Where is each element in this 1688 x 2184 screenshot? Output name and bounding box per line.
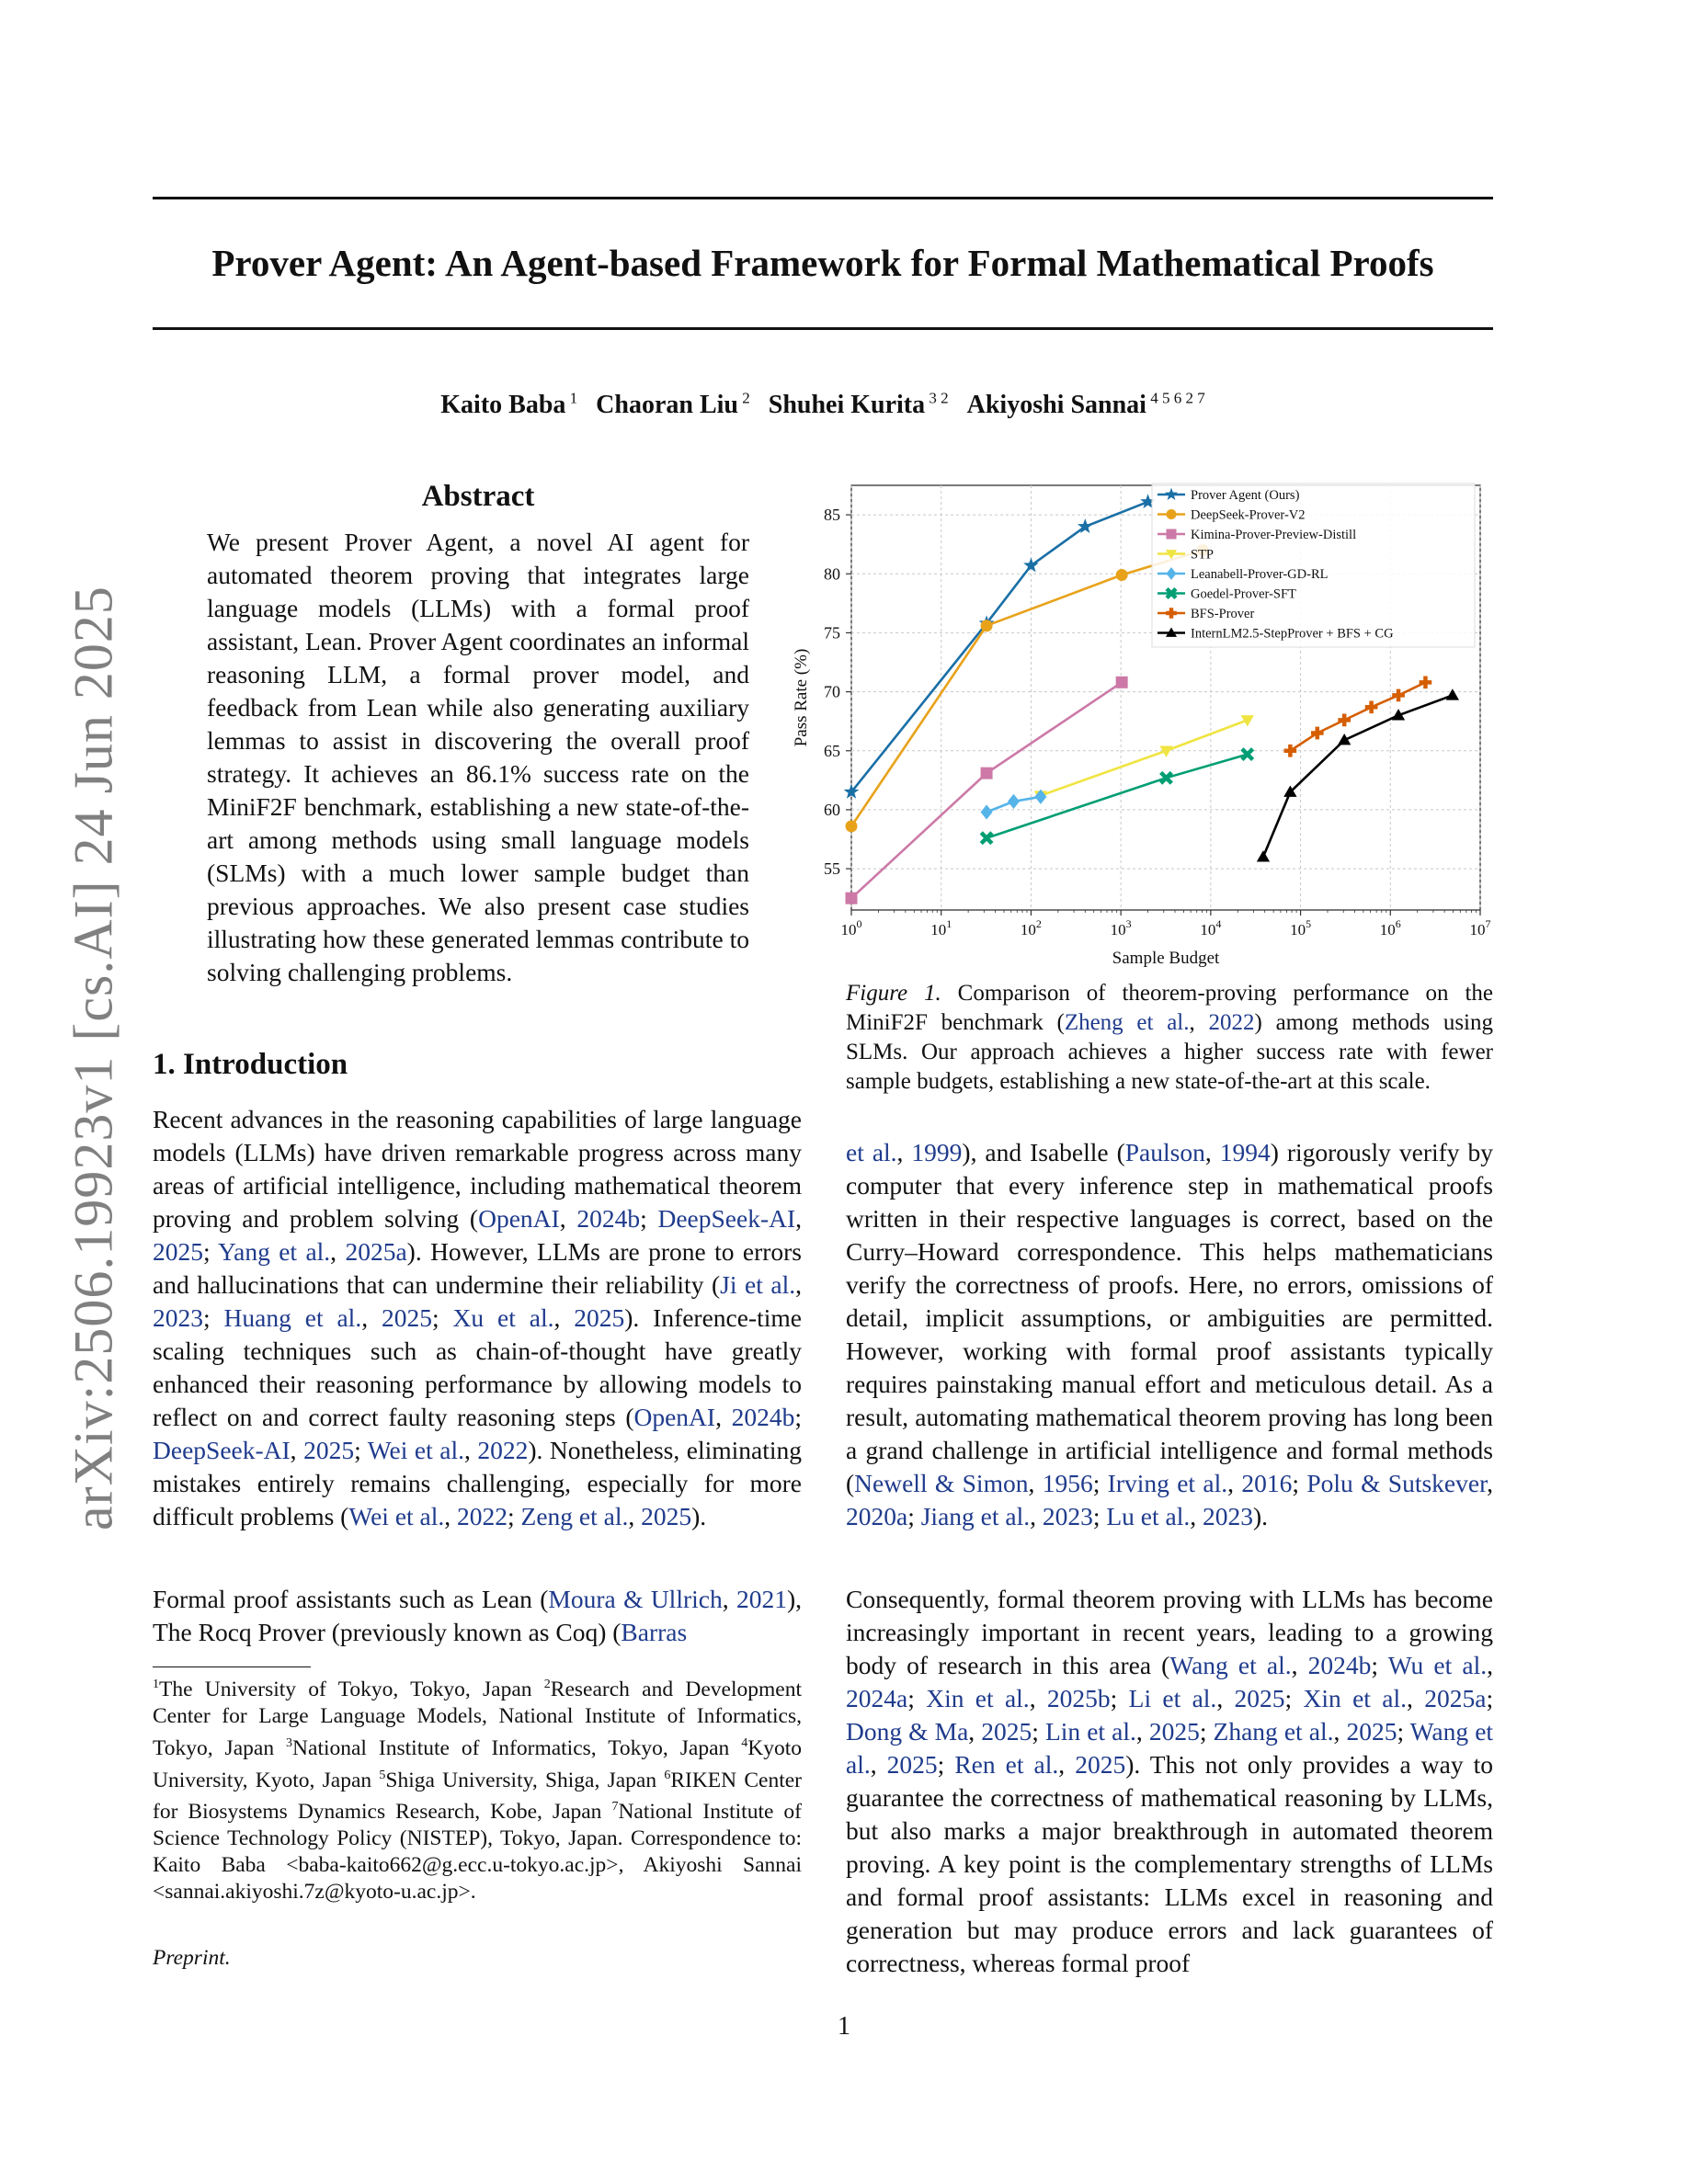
data-point (1116, 677, 1128, 688)
citation-link[interactable]: 1956 (1042, 1469, 1093, 1497)
affiliation-marker: 4 (741, 1735, 748, 1750)
citation-link[interactable]: Wei et al. (348, 1502, 445, 1530)
x-tick-base: 10 (930, 921, 947, 938)
legend-entry: Prover Agent (Ours) (1191, 488, 1300, 503)
legend-entry: InternLM2.5-StepProver + BFS + CG (1191, 626, 1394, 642)
intro-paragraph-2: Formal proof assistants such as Lean (Moura & Ullrich, 2021), The Rocq Prover (previously known as Coq) (Barras (153, 1585, 803, 1646)
citation-link[interactable]: 2023 (1042, 1502, 1093, 1530)
citation-link[interactable]: 2025 (1075, 1750, 1126, 1779)
y-tick-label: 75 (824, 623, 840, 643)
y-axis-label: Pass Rate (%) (792, 648, 811, 747)
figure-1-chart (786, 478, 1503, 974)
citation-link[interactable]: Ren et al. (954, 1750, 1059, 1779)
data-point (846, 820, 858, 832)
title-top-rule (153, 197, 1493, 199)
citation-link[interactable]: 1999 (911, 1138, 963, 1166)
citation-link[interactable]: Irving et al. (1107, 1469, 1228, 1497)
x-tick-exponent: 5 (1306, 917, 1312, 930)
x-tick-label (1290, 917, 1311, 938)
affiliation-marker: 2 (543, 1678, 551, 1691)
citation-link[interactable]: Wang et al. (846, 1717, 1494, 1779)
legend-entry: Kimina-Prover-Preview-Distill (1191, 528, 1357, 542)
affiliation-marker: 1 (153, 1678, 159, 1691)
author-affiliation: 3 2 (925, 390, 949, 407)
citation-link[interactable]: Zhang et al. (1213, 1717, 1334, 1746)
affiliation-marker: 6 (664, 1768, 671, 1782)
citation-link[interactable]: OpenAI (478, 1204, 560, 1233)
intro-paragraph-1: Recent advances in the reasoning capabilities of large language models (LLMs) have driven remarkable progress across many areas of artificial intelligence, including mathematical theorem proving and problem solving (OpenAI, 2024b; DeepSeek-AI, 2025; Yang et al., 2025a). However, LLMs are prone to errors and hallucinations that can undermine their reliability (Ji et al., 2023; Huang et al., 2025; Xu et al., 2025). Inference-time scaling techniques such as chain-of-thought have greatly enhanced their reasoning performance by allowing models to reflect on and correct faulty reasoning steps (OpenAI, 2024b; DeepSeek-AI, 2025; Wei et al., 2022). Nonetheless, eliminating mistakes entirely remains challenging, especially for more difficult problems (Wei et al., 2022; Zeng et al., 2025). (153, 1105, 803, 1530)
citation-link[interactable]: DeepSeek-AI (657, 1204, 796, 1233)
citation-link[interactable]: et al. (846, 1138, 897, 1166)
citation-link[interactable]: Xin et al. (926, 1684, 1030, 1712)
intro-paragraph-3: et al., 1999), and Isabelle (Paulson, 1994) rigorously verify by computer that every inference step in mathematical proofs written in their respective languages is correct, based on the Curry–Howard correspondence. This helps mathematicians verify the correctness of proofs. Here, no errors, omissions of detail, implicit assumptions, or ambiguities are permitted. However, working with formal proof assistants typically requires painstaking manual effort and meticulous detail. As a result, automating mathematical theorem proving has long been a grand challenge in artificial intelligence and formal methods (Newell & Simon, 1956; Irving et al., 2016; Polu & Sutskever, 2020a; Jiang et al., 2023; Lu et al., 2023). (846, 1138, 1494, 1530)
citation-link[interactable]: 2025b (1046, 1684, 1111, 1712)
author-name: Kaito Baba (440, 391, 566, 420)
citation-link[interactable]: Newell & Simon (854, 1469, 1029, 1497)
affiliation-marker: 3 (286, 1735, 293, 1750)
author (440, 391, 577, 419)
page-number: 1 (838, 2012, 850, 2041)
citation-link[interactable]: 2025 (886, 1750, 938, 1779)
x-tick-base: 10 (1020, 921, 1036, 938)
x-tick-base: 10 (840, 921, 857, 938)
affiliation-marker: 5 (379, 1768, 386, 1782)
x-tick-exponent: 6 (1395, 917, 1401, 930)
figure-caption-text: Comparison of theorem-proving performance on the MiniF2F benchmark (Zheng et al., 2022) among methods using SLMs. Our approach achieves a higher success rate with fewer sample budgets, establishing a new state-of-the-art at this scale. (846, 981, 1494, 1094)
citation-link[interactable]: 2022 (457, 1502, 508, 1530)
pass-rate-chart (786, 478, 1503, 974)
data-point (1116, 569, 1128, 581)
figure-1-caption (846, 979, 1493, 1097)
citation-link[interactable]: 2020a (846, 1502, 908, 1530)
x-tick-exponent: 1 (946, 917, 952, 930)
y-tick-label: 55 (824, 859, 840, 879)
citation-link[interactable]: Lin et al. (1044, 1717, 1136, 1746)
citation-link[interactable]: OpenAI (633, 1403, 716, 1431)
citation-link[interactable]: Yang et al. (218, 1237, 331, 1266)
legend-marker (1167, 529, 1177, 540)
author (596, 391, 750, 419)
legend-entry: Goedel-Prover-SFT (1191, 586, 1296, 602)
citation-link[interactable]: Jiang et al. (920, 1502, 1031, 1530)
citation-link[interactable]: Zheng et al. (1064, 1010, 1190, 1035)
citation-link[interactable]: 2024b (731, 1403, 795, 1431)
citation-link[interactable]: 2025 (1148, 1717, 1200, 1746)
citation-link[interactable]: Polu & Sutskever (1306, 1469, 1488, 1497)
citation-link[interactable]: DeepSeek-AI (153, 1436, 291, 1464)
y-tick-label: 65 (824, 741, 840, 760)
legend-entry: Leanabell-Prover-GD-RL (1191, 567, 1329, 582)
y-tick-label: 70 (824, 682, 840, 701)
citation-link[interactable]: 2023 (1203, 1502, 1253, 1530)
author-affiliation: 2 (738, 390, 750, 407)
citation-link[interactable]: 2024b (1307, 1651, 1372, 1679)
y-tick-label: 85 (824, 506, 840, 525)
citation-link[interactable]: 2025a (345, 1237, 407, 1266)
x-tick-label (1380, 917, 1401, 938)
citation-link[interactable]: Moura & Ullrich (548, 1585, 723, 1613)
citation-link[interactable]: 2025 (641, 1502, 692, 1530)
citation-link[interactable]: 2022 (1208, 1010, 1255, 1035)
legend-entry: BFS-Prover (1191, 607, 1255, 621)
citation-link[interactable]: 2025 (303, 1436, 355, 1464)
legend-entry: STP (1191, 547, 1214, 563)
author-list (153, 390, 1493, 420)
citation-link[interactable]: 2025 (1346, 1717, 1397, 1746)
citation-link[interactable]: Huang et al. (223, 1303, 362, 1332)
preprint-label: Preprint. (153, 1946, 231, 1970)
citation-link[interactable]: Li et al. (1128, 1684, 1217, 1712)
x-tick-base: 10 (1290, 921, 1306, 938)
author-affiliation: 1 (565, 390, 578, 407)
data-point (846, 893, 858, 904)
x-tick-label (930, 917, 952, 938)
x-tick-exponent: 4 (1215, 917, 1222, 930)
abstract-heading: Abstract (421, 480, 535, 513)
citation-link[interactable]: Xin et al. (1303, 1684, 1407, 1712)
x-tick-label (1470, 917, 1491, 938)
x-tick-exponent: 3 (1125, 917, 1132, 930)
citation-link[interactable]: Wei et al. (367, 1436, 464, 1464)
x-tick-exponent: 2 (1035, 917, 1042, 930)
citation-link[interactable]: 2016 (1241, 1469, 1293, 1497)
citation-link[interactable]: 2021 (736, 1585, 787, 1613)
y-tick-label: 60 (824, 800, 840, 819)
paper-title: Prover Agent: An Agent-based Framework for Formal Mathematical Proofs (211, 242, 1434, 284)
citation-link[interactable]: 2023 (153, 1303, 203, 1332)
legend-entry: DeepSeek-Prover-V2 (1191, 507, 1306, 523)
citation-link[interactable]: 2022 (477, 1436, 529, 1464)
x-tick-label (1200, 917, 1221, 938)
citation-link[interactable]: Wu et al. (1387, 1651, 1488, 1679)
citation-link[interactable]: Zeng et al. (520, 1502, 629, 1530)
x-tick-base: 10 (1469, 921, 1486, 938)
citation-link[interactable]: 2025 (574, 1303, 625, 1332)
footnote-rule (153, 1666, 311, 1667)
x-tick-base: 10 (1200, 921, 1216, 938)
citation-link[interactable]: 2024a (846, 1684, 908, 1712)
x-tick-label (1021, 917, 1042, 938)
citation-link[interactable]: Xu et al. (452, 1303, 554, 1332)
citation-link[interactable]: Wang et al. (1169, 1651, 1292, 1679)
citation-link[interactable]: 1994 (1219, 1138, 1271, 1166)
citation-link[interactable]: Paulson (1124, 1138, 1205, 1166)
x-tick-label (1111, 917, 1132, 938)
author-name: Chaoran Liu (596, 391, 738, 420)
affiliation-marker: 7 (611, 1800, 619, 1814)
affiliations-footnote: $^1$The University of Tokyo, Tokyo, Japan $^2$Research and Development Center for Large Language Models, National Institute of Informatics, Tokyo, Japan $^3$National Institute of Informatics, Tokyo, Japan $^4$Kyoto University, Kyoto, Japan $^5$Shiga University, Shiga, Japan $^6$RIKEN Center for Biosystems Dynamics Research, Kobe, Japan $^7$National Institute of Science Technology Policy (NISTEP), Tokyo, Japan. Correspondence to: Kaito Baba <baba-kaito662@g.ecc.u-tokyo.ac.jp>, Akiyoshi Sannai <sannai.akiyoshi.7z@kyoto-u.ac.jp>. (153, 1677, 803, 1905)
author-affiliation: 4 5 6 2 7 (1146, 390, 1205, 407)
citation-link[interactable]: 2025 (381, 1303, 432, 1332)
x-tick-label (841, 917, 862, 938)
intro-paragraph-4: Consequently, formal theorem proving with LLMs has become increasingly important in recent years, leading to a growing body of research in this area (Wang et al., 2024b; Wu et al., 2024a; Xin et al., 2025b; Li et al., 2025; Xin et al., 2025a; Dong & Ma, 2025; Lin et al., 2025; Zhang et al., 2025; Wang et al., 2025; Ren et al., 2025). This not only provides a way to guarantee the correctness of mathematical reasoning by LLMs, but also marks a major breakthrough in automated theorem proving. A key point is the complementary strengths of LLMs and formal proof assistants: LLMs excel in reasoning and generation but may produce errors and lack guarantees of correctness, whereas formal proof (846, 1585, 1494, 1977)
title-bottom-rule (153, 327, 1493, 330)
author (769, 391, 949, 419)
y-tick-label: 80 (824, 564, 840, 584)
x-axis-label: Sample Budget (1112, 949, 1220, 968)
data-point (981, 768, 993, 779)
citation-link[interactable]: 2025 (1234, 1684, 1285, 1712)
citation-link[interactable]: 2025 (981, 1717, 1032, 1746)
citation-link[interactable]: 2025a (1424, 1684, 1487, 1712)
abstract-text: We present Prover Agent, a novel AI agent for automated theorem proving that integrates large language models (LLMs) with a formal proof assistant, Lean. Prover Agent coordinates an informal reasoning LLM, a formal prover model, and feedback from Lean while also generating auxiliary lemmas to assist in discovering the overall proof strategy. It achieves an 86.1% success rate on the MiniF2F benchmark, establishing a new state-of-the-art among methods using small language models (SLMs) with a much lower sample budget than previous approaches. We also present case studies illustrating how these generated lemmas contribute to solving challenging problems. (207, 528, 749, 986)
author-name: Shuhei Kurita (768, 391, 926, 420)
citation-link[interactable]: 2024b (576, 1204, 641, 1233)
figure-label: Figure 1. (846, 981, 941, 1006)
citation-link[interactable]: Ji et al. (720, 1270, 796, 1299)
legend-marker (1167, 509, 1177, 519)
x-tick-exponent: 0 (856, 917, 862, 930)
citation-link[interactable]: Barras (621, 1618, 688, 1646)
author (967, 391, 1205, 419)
arxiv-stamp-text: arXiv:2506.19923v1 [cs.AI] 24 Jun 2025 (63, 586, 124, 1530)
citation-link[interactable]: Lu et al. (1106, 1502, 1191, 1530)
x-tick-base: 10 (1379, 921, 1396, 938)
citation-link[interactable]: Dong & Ma (846, 1717, 969, 1746)
citation-link[interactable]: 2025 (153, 1237, 203, 1266)
section-heading-introduction: 1. Introduction (153, 1048, 348, 1081)
author-name: Akiyoshi Sannai (966, 391, 1146, 420)
data-point (981, 620, 993, 631)
x-tick-exponent: 7 (1485, 917, 1491, 930)
x-tick-base: 10 (1110, 921, 1126, 938)
